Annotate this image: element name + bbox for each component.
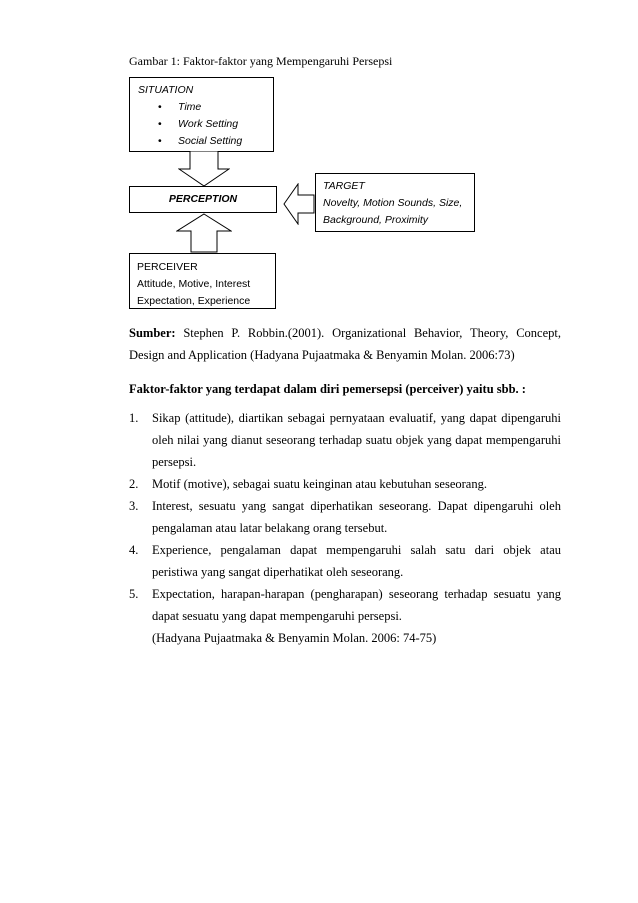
situation-item-time (138, 99, 273, 116)
target-items-line: Novelty, Motion Sounds, Size, (323, 197, 463, 209)
list-item (129, 473, 561, 495)
up-arrow-icon (176, 213, 232, 253)
target-title: TARGET (323, 180, 365, 192)
situation-item-social-setting (138, 133, 273, 150)
situation-item-work-setting (138, 116, 273, 133)
section-heading: Faktor-faktor yang terdapat dalam diri pemersepsi (perceiver) yaitu sbb. : (129, 382, 526, 396)
list-item-text: Experience, pengalaman dapat mempengaruhi salah satu dari objek atau peristiwa yang sangat diperhatikat oleh seseorang. (152, 543, 561, 579)
list-item (129, 539, 561, 583)
perceiver-items-line: Expectation, Experience (137, 295, 251, 307)
down-arrow-icon (178, 151, 230, 187)
perceiver-title: PERCEIVER (137, 261, 198, 273)
source-paragraph (129, 322, 561, 366)
perception-label: PERCEPTION (168, 193, 238, 205)
bullet-icon: • (158, 135, 162, 147)
situation-box (129, 77, 274, 152)
perceiver-items-line: Attitude, Motive, Interest (137, 278, 251, 290)
perceiver-box (129, 253, 276, 309)
situation-item-label: Work Setting (178, 118, 239, 130)
factor-list (129, 407, 561, 649)
list-item (129, 583, 561, 649)
situation-item-label: Social Setting (178, 135, 243, 147)
left-arrow-icon (283, 183, 315, 225)
list-item (129, 495, 561, 539)
list-item (129, 407, 561, 473)
list-item-text: Interest, sesuatu yang sangat diperhatikan seseorang. Dapat dipengaruhi oleh pengalaman atau latar belakang orang tersebut. (152, 499, 561, 535)
source-label: Sumber: (129, 326, 176, 340)
source-line-1 (129, 322, 561, 344)
list-item-number: 4. (129, 543, 139, 557)
target-items-line: Background, Proximity (323, 214, 429, 226)
list-item-text: Motif (motive), sebagai suatu keinginan atau kebutuhan seseorang. (152, 477, 487, 491)
list-item-text: Expectation, harapan-harapan (pengharapan) seseorang terhadap sesuatu yang dapat sesuatu yang dapat mempengaruhi persepsi. (152, 587, 561, 623)
situation-title: SITUATION (138, 84, 194, 96)
situation-item-label: Time (178, 101, 202, 113)
list-item-number: 1. (129, 411, 139, 425)
list-item-number: 3. (129, 499, 139, 513)
situation-list (138, 99, 273, 150)
perception-box (129, 186, 277, 213)
list-item-number: 2. (129, 477, 139, 491)
target-box (315, 173, 475, 232)
list-item-number: 5. (129, 587, 139, 601)
citation: (Hadyana Pujaatmaka & Benyamin Molan. 2006: 74-75) (152, 631, 437, 645)
source-line-2: Design and Application (Hadyana Pujaatmaka & Benyamin Molan. 2006:73) (129, 348, 515, 362)
source-text-1: Stephen P. Robbin.(2001). Organizational Behavior, Theory, Concept, (183, 326, 561, 340)
bullet-icon: • (158, 101, 162, 113)
bullet-icon: • (158, 118, 162, 130)
figure-caption: Gambar 1: Faktor-faktor yang Mempengaruhi Persepsi (129, 54, 393, 68)
list-item-text: Sikap (attitude), diartikan sebagai pernyataan evaluatif, yang dapat dipengaruhi oleh nilai yang dianut seseorang terhadap suatu objek yang dapat mempengaruhi persepsi. (152, 411, 561, 469)
